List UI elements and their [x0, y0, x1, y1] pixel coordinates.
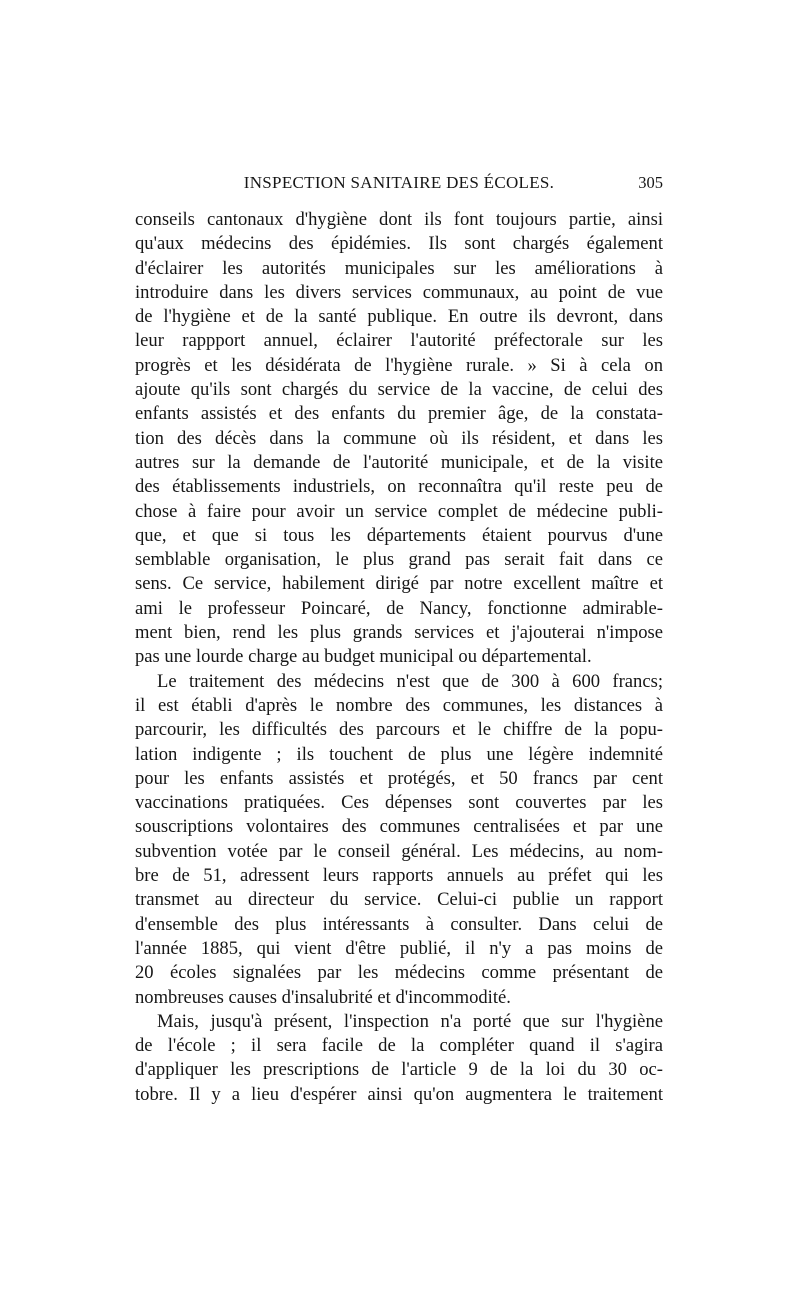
- text-line: de l'école ; il sera facile de la compléter quand il s'agira: [135, 1035, 663, 1057]
- text-line: d'ensemble des plus intéressants à consulter. Dans celui de: [135, 913, 663, 935]
- page-number: 305: [638, 173, 663, 192]
- text-line: introduire dans les divers services communaux, au point de vue: [135, 281, 663, 303]
- text-line: souscriptions volontaires des communes centralisées et par une: [135, 816, 663, 838]
- text-line: conseils cantonaux d'hygiène dont ils font toujours partie, ainsi: [135, 209, 663, 230]
- text-line: semblable organisation, le plus grand pas serait fait dans ce: [135, 549, 663, 571]
- text-line: ami le professeur Poincaré, de Nancy, fonctionne admirable-: [135, 597, 663, 619]
- text-line: enfants assistés et des enfants du premier âge, de la constata-: [135, 403, 663, 425]
- text-line: 20 écoles signalées par les médecins comme présentant de: [135, 962, 663, 984]
- text-line: ajoute qu'ils sont chargés du service de la vaccine, de celui des: [135, 379, 663, 401]
- text-line: que, et que si tous les départements étaient pourvus d'une: [135, 524, 663, 546]
- text-line: sens. Ce service, habilement dirigé par notre excellent maître et: [135, 573, 663, 595]
- text-line: tobre. Il y a lieu d'espérer ainsi qu'on augmentera le traitement: [135, 1083, 663, 1105]
- paragraph-start-line: Mais, jusqu'à présent, l'inspection n'a porté que sur l'hygiène: [157, 1010, 663, 1032]
- paragraph-start-line: Le traitement des médecins n'est que de 300 à 600 francs;: [157, 670, 663, 692]
- text-line: pas une lourde charge au budget municipal ou départemental.: [135, 646, 592, 668]
- text-line: qu'aux médecins des épidémies. Ils sont chargés également: [135, 233, 663, 255]
- body-text: [135, 208, 663, 1107]
- text-line: il est établi d'après le nombre des communes, les distances à: [135, 694, 663, 716]
- text-line: de l'hygiène et de la santé publique. En outre ils devront, dans: [135, 306, 663, 328]
- text-line: progrès et les désidérata de l'hygiène rurale. » Si à cela on: [135, 354, 663, 376]
- text-line: tion des décès dans la commune où ils résident, et dans les: [135, 427, 663, 449]
- text-line: transmet au directeur du service. Celui-ci publie un rapport: [135, 889, 663, 911]
- text-line: bre de 51, adressent leurs rapports annuels au préfet qui les: [135, 865, 663, 887]
- text-line: lation indigente ; ils touchent de plus une légère indemnité: [135, 743, 663, 765]
- text-line: ment bien, rend les plus grands services et j'ajouterai n'impose: [135, 622, 663, 644]
- running-head: [135, 173, 663, 199]
- text-line: vaccinations pratiquées. Ces dépenses sont couvertes par les: [135, 792, 663, 814]
- text-line: leur rappport annuel, éclairer l'autorité préfectorale sur les: [135, 330, 663, 352]
- running-title: INSPECTION SANITAIRE DES ÉCOLES.: [243, 173, 555, 192]
- text-line: l'année 1885, qui vient d'être publié, il n'y a pas moins de: [135, 937, 663, 959]
- text-line: autres sur la demande de l'autorité municipale, et de la visite: [135, 451, 663, 473]
- text-line: nombreuses causes d'insalubrité et d'incommodité.: [135, 986, 511, 1008]
- text-line: parcourir, les difficultés des parcours et le chiffre de la popu-: [135, 719, 663, 741]
- text-line: chose à faire pour avoir un service complet de médecine publi-: [135, 500, 663, 522]
- text-line: pour les enfants assistés et protégés, et 50 francs par cent: [135, 767, 663, 789]
- text-line: subvention votée par le conseil général. Les médecins, au nom-: [135, 840, 663, 862]
- text-line: des établissements industriels, on reconnaîtra qu'il reste peu de: [135, 476, 663, 498]
- text-line: d'appliquer les prescriptions de l'article 9 de la loi du 30 oc-: [135, 1059, 663, 1081]
- text-line: d'éclairer les autorités municipales sur les améliorations à: [135, 257, 663, 279]
